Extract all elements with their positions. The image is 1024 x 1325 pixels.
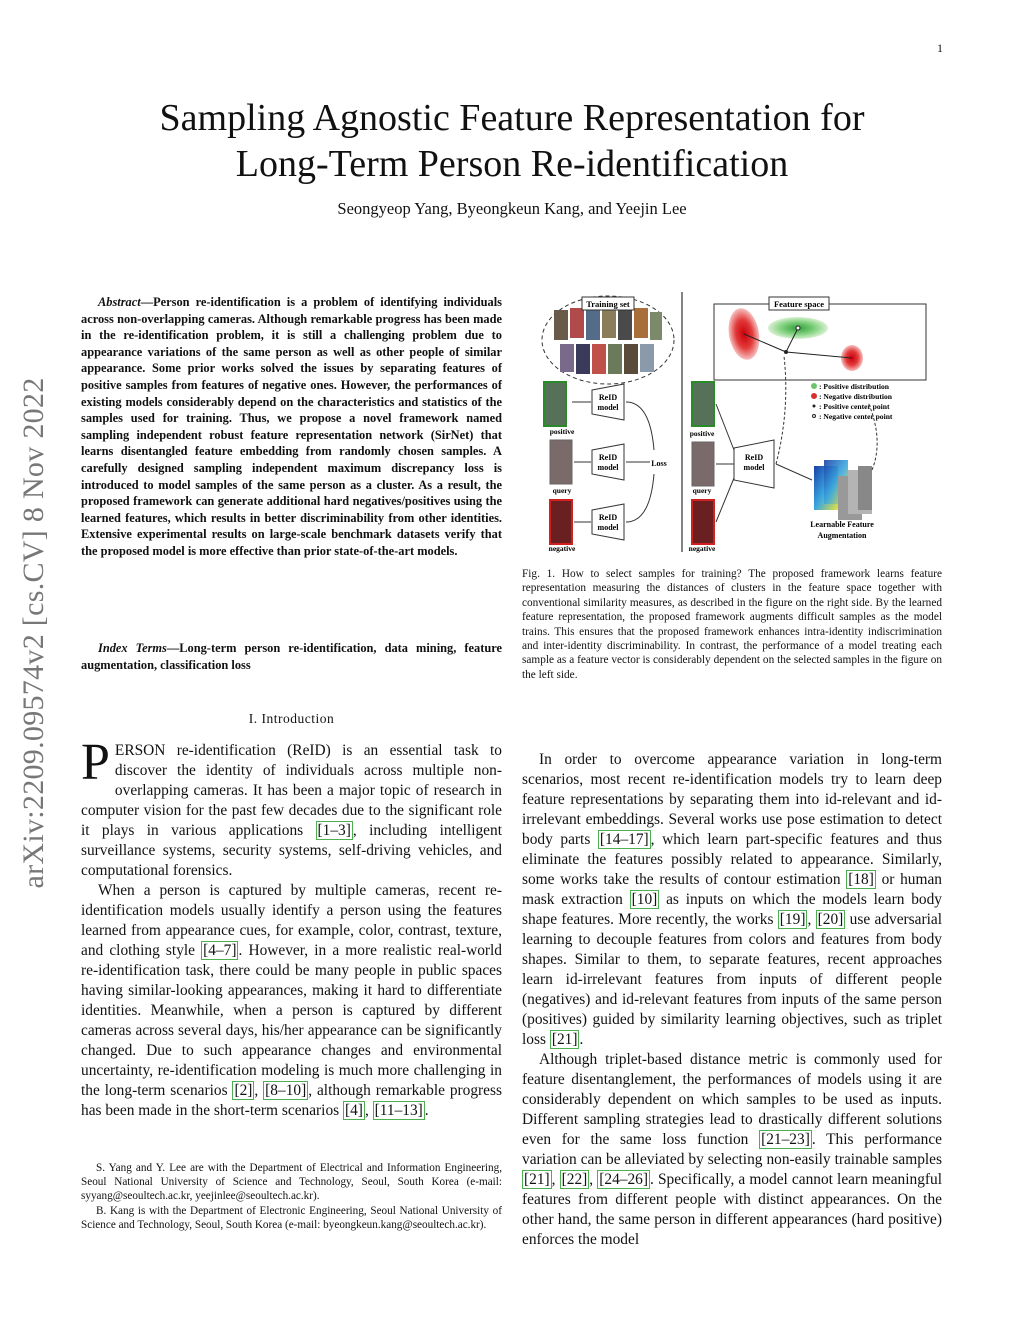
svg-text:: Positive distribution: : Positive distribution bbox=[819, 382, 890, 391]
page-number: 1 bbox=[937, 41, 943, 55]
query-sample-left bbox=[550, 440, 572, 484]
footnote-2: B. Kang is with the Department of Electronic Engineering, Seoul National University of Science and Technology, Seoul, South Korea (e-mail: byeongkeun.kang@seoultech.ac.kr). bbox=[81, 1204, 502, 1231]
index-terms bbox=[81, 640, 502, 673]
positive-sample-right bbox=[692, 382, 714, 426]
citation[interactable]: [2] bbox=[234, 1082, 253, 1099]
right-paragraph-1: In order to overcome appearance variation in long-term scenarios, most recent re-identification models try to learn deep feature representations by separating them into id-relevant and id-irrelevant embeddings. Several works use pose estimation to detect body parts [14–17] , which learn part-specific features and thus eliminate the features possibly related to appearance. Similarly, some works take the results of contour estimation [18] or human mask extraction [10] as inputs on which the models learn body shape features. More recently, the works [19] , [20] use adversarial learning to decouple features from colors and features from body shapes. Similar to them, to separate features, recent approaches learn id-irrelevant features from inputs of different people (negatives) and id-relevant features from inputs of the same person (positives) guided by similarity learning objectives, such as triplet loss [21] . bbox=[522, 751, 942, 1048]
reid-model-left-3 bbox=[592, 504, 624, 540]
reid-model-left-2 bbox=[592, 444, 624, 480]
abstract-label: Abstract bbox=[98, 295, 141, 309]
svg-text:negative: negative bbox=[688, 544, 716, 553]
citation[interactable]: [20] bbox=[817, 911, 844, 928]
svg-text:: Positive center point: : Positive center point bbox=[819, 402, 890, 411]
svg-text:: Negative distribution: : Negative distribution bbox=[819, 392, 892, 401]
svg-text:query: query bbox=[692, 486, 712, 495]
svg-text:positive: positive bbox=[549, 427, 575, 436]
svg-text:ReID: ReID bbox=[744, 453, 764, 462]
figure-1 bbox=[522, 290, 942, 558]
positive-sample-left bbox=[544, 382, 566, 426]
intro-paragraph-1: PERSON re-identification (ReID) is an essential task to discover the identity of individuals across multiple non-overlapping cameras. It has been a major topic of research in computer vision for the past few decades due to the significant role it plays in various applications [1–3] , including intelligent surveillance systems, security systems, self-driving vehicles, and computational forensics. bbox=[81, 734, 502, 879]
svg-text:ReID: ReID bbox=[598, 393, 618, 402]
svg-text:positive: positive bbox=[689, 429, 715, 438]
paper-title bbox=[80, 95, 944, 187]
svg-text:negative: negative bbox=[548, 544, 576, 553]
citation[interactable]: [1–3] bbox=[317, 822, 351, 839]
footnotes bbox=[81, 1161, 502, 1232]
citation[interactable]: [11–13] bbox=[374, 1102, 423, 1119]
drop-cap: P bbox=[81, 734, 110, 791]
citation[interactable]: [21] bbox=[524, 1171, 550, 1188]
footnote-1: S. Yang and Y. Lee are with the Department of Electrical and Information Engineering, Seoul National University of Science and Technology, Seoul, South Korea (e-mail: syyang@seoultech.ac.kr, yeejinlee@seoultech.ac.kr). bbox=[81, 1162, 502, 1203]
citation[interactable]: [22] bbox=[561, 1171, 588, 1188]
svg-text:query: query bbox=[552, 486, 572, 495]
citation[interactable]: [24–26] bbox=[599, 1171, 648, 1188]
arxiv-id: arXiv:2209.09574v2 [cs.CV] 8 Nov 2022 bbox=[17, 377, 50, 889]
reid-model-left-1 bbox=[592, 384, 624, 420]
svg-text:model: model bbox=[597, 523, 619, 532]
citation[interactable]: [21] bbox=[551, 1031, 578, 1048]
negative-sample-right bbox=[692, 500, 714, 544]
citation[interactable]: [10] bbox=[631, 891, 658, 908]
citation[interactable]: [4] bbox=[344, 1102, 363, 1119]
query-sample-right bbox=[692, 442, 714, 486]
svg-text:ReID: ReID bbox=[598, 513, 618, 522]
svg-text:: Negative center point: : Negative center point bbox=[819, 412, 893, 421]
section-heading: I. Introduction bbox=[248, 711, 335, 726]
lfa-label-2: Augmentation bbox=[817, 531, 867, 540]
index-text: —Long-term person re-identification, data mining, feature augmentation, classification loss bbox=[81, 641, 502, 672]
svg-text:ReID: ReID bbox=[598, 453, 618, 462]
right-paragraph-2: Although triplet-based distance metric is commonly used for feature disentanglement, the performances of models using it are considerably dependent on which samples to be used as inputs. Different sampling strategies lead to drastically different solutions even for the same loss function [21–23] . This performance variation can be alleviated by selecting non-easily trainable samples [21] , [22] , [24–26] . Specifically, a model cannot learn meaningful features from different people with distinct appearances. On the other hand, the same person in different appearances (hard positive) enforces the model bbox=[522, 1051, 943, 1248]
title-line-2: Long-Term Person Re-identification bbox=[235, 143, 789, 185]
right-column bbox=[522, 750, 942, 1250]
citation[interactable]: [18] bbox=[848, 871, 874, 888]
authors: Seongyeop Yang, Byeongkeun Kang, and Yeejin Lee bbox=[337, 199, 687, 218]
reid-model-right bbox=[734, 440, 774, 488]
figure-caption: Fig. 1. How to select samples for training? The proposed framework learns feature representation measuring the distances of clusters in the feature space together with conventional similarity measures, as described in the figure on the right side. By the learned feature representation, the proposed framework augments difficult samples as the model trains. This ensures that the proposed framework enhances intra-identity indiscrimination and inter-identity discriminability. In contrast, the performance of a model treating each sample as a feature vector is considerably dependent on the selected samples in the figure on the left side. bbox=[522, 568, 942, 681]
abstract bbox=[81, 294, 502, 560]
citation[interactable]: [14–17] bbox=[599, 831, 649, 848]
arxiv-sidebar bbox=[11, 350, 57, 930]
abstract-text: —Person re-identification is a problem of identifying individuals across non-overlapping cameras. Although remarkable progress has been made in the re-identification problem, it is still a challenging problem due to appearance variations of the same person as well as other people of similar appearance. Some prior works solved the issues by separating features of positive samples from features of negative ones. However, the performances of existing models considerably depend on the characteristics and statistics of the samples used for training. Thus, we propose a novel framework named sampling independent robust feature representation network (SirNet) that learns disentangled feature embedding from randomly chosen samples. A carefully designed sampling independent maximum discrepancy loss is introduced to model samples of the same person as a cluster. As a result, the proposed framework can generate additional hard negatives/positives using the learned features, which results in better discriminability from other identities. Extensive experimental results on large-scale benchmark datasets verify that the proposed model is more effective than prior state-of-the-art models. bbox=[81, 295, 502, 558]
svg-text:model: model bbox=[597, 403, 619, 412]
citation[interactable]: [19] bbox=[779, 911, 806, 928]
citation[interactable]: [21–23] bbox=[761, 1131, 810, 1148]
loss-label: Loss bbox=[651, 459, 667, 468]
intro-column bbox=[81, 734, 502, 1121]
citation[interactable]: [8–10] bbox=[265, 1082, 307, 1099]
citation[interactable]: [4–7] bbox=[203, 942, 237, 959]
index-label: Index Terms bbox=[98, 641, 167, 655]
svg-text:model: model bbox=[743, 463, 765, 472]
negative-sample-left bbox=[550, 500, 572, 544]
lfa-label-1: Learnable Feature bbox=[810, 520, 874, 529]
feature-legend bbox=[811, 382, 893, 421]
feature-augmentation-maps bbox=[814, 460, 872, 520]
feature-space-label: Feature space bbox=[773, 299, 825, 309]
intro-paragraph-2: When a person is captured by multiple cameras, recent re-identification models usually identify a person using the features learned from appearance cues, for example, color, contrast, texture, and clothing style [4–7] . However, in a more realistic real-world re-identification task, there could be many people in public spaces having similar-looking appearances, making it hard to differentiate identities. Meanwhile, when a person is captured by different cameras across several days, his/her appearance can be significantly changed. Due to such appearance changes and environmental uncertainty, re-identification modeling is much more challenging in the long-term scenarios [2] , [8–10] , although remarkable progress has been made in the short-term scenarios [4] , [11–13] . bbox=[81, 882, 502, 1119]
title-line-1: Sampling Agnostic Feature Representation for bbox=[159, 97, 865, 139]
training-set-label: Training set bbox=[586, 299, 630, 309]
svg-text:model: model bbox=[597, 463, 619, 472]
